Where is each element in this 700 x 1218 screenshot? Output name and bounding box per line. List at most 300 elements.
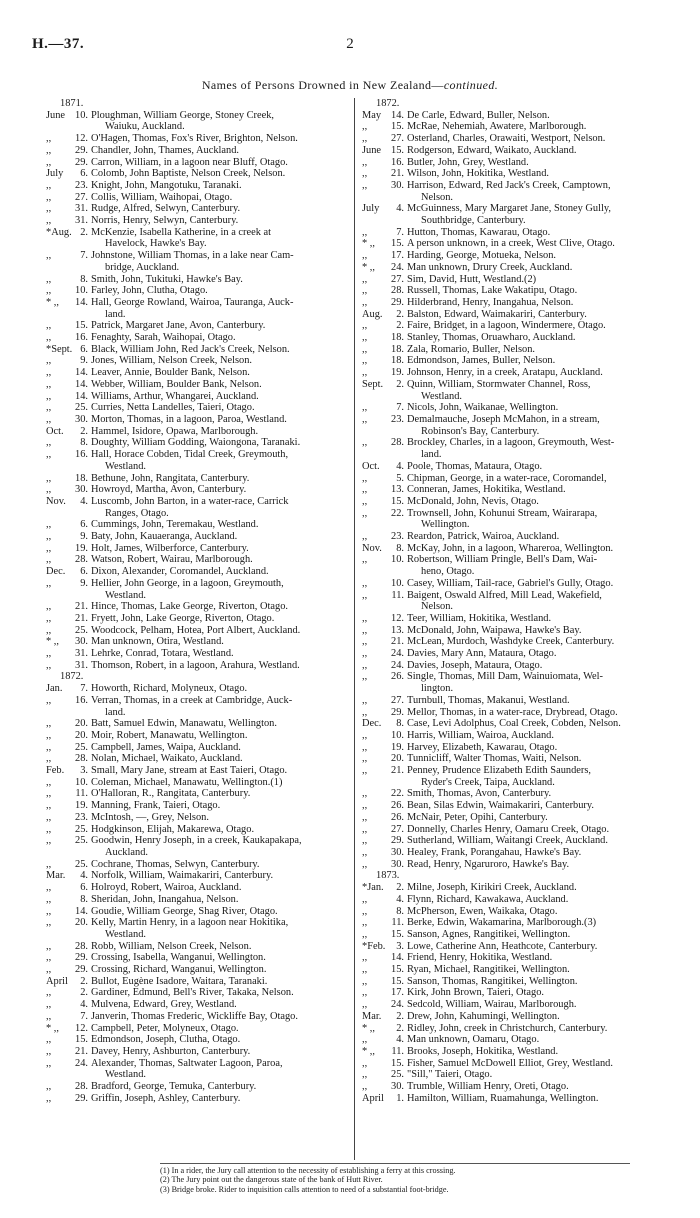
entry-row [362,882,662,894]
entry-month: ,, [362,1069,368,1081]
entry-text: Baty, John, Kauaeranga, Auckland. [91,531,238,543]
entry-day: 2. [80,425,88,437]
entry-month: Dec. [46,566,66,578]
entry-month: ,, [362,753,368,765]
entry-month: ,, [46,1081,52,1093]
entry-row [362,671,662,683]
entry-text: Sanson, Agnes, Rangitikei, Wellington. [407,928,571,940]
year-label: 1871. [60,98,84,109]
entry-text: Bean, Silas Edwin, Waimakariri, Canterbury. [407,800,595,812]
entry-text: Healey, Frank, Porangahau, Hawke's Bay. [407,847,582,858]
entry-text: Janverin, Thomas Frederic, Wickliffe Bay, Otago. [91,1010,298,1022]
entry-day: 7. [80,1010,88,1022]
entry-month: ,, [46,437,52,449]
entry-day: 25. [75,402,88,414]
entry-day: 10. [391,577,404,589]
spacer [388,683,407,695]
entry-row [362,613,662,625]
entry-row [46,496,346,508]
entry-month: ,, [362,1034,368,1046]
entry-day: 12. [391,612,404,624]
entry-text: Robertson, William Pringle, Bell's Dam, Wai- [407,554,598,566]
entry-day: 19. [391,741,404,753]
entry-day: 11. [391,1045,404,1057]
entry-text: Chipman, George, in a water-race, Coromandel, [407,472,607,484]
spacer [362,426,388,438]
entry-month: ,, [46,332,52,344]
entry-day: 20. [75,729,88,741]
entry-month: ,, [46,285,52,297]
entry-month: ,, [46,964,52,976]
entry-row [362,929,662,941]
entry-month: ,, [46,554,52,566]
entry-row [362,1093,662,1105]
entry-month: ,, [362,975,368,987]
entry-row [362,718,662,730]
entry-row [362,987,662,999]
entry-month: ,, [362,367,368,379]
entry-text: Ridley, John, creek in Christchurch, Canterbury. [407,1022,608,1034]
entry-month: * ,, [46,1022,59,1034]
entry-text: Wilson, John, Hokitika, Westland. [407,168,549,180]
entry-day: 4. [80,870,88,882]
entry-month: April [46,975,68,987]
entry-day: 26. [391,800,404,812]
entry-month: Oct. [46,425,64,437]
entry-text: Osterland, Charles, Orawaiti, Westport, Nelson. [407,133,606,145]
entry-month: ,, [362,507,368,519]
entry-text: Case, Levi Adolphus, Coal Creek, Cobden, Nelson. [407,718,621,730]
entry-text: Bethune, John, Rangitata, Canterbury. [91,472,250,484]
entry-row [46,391,346,403]
entry-month: ,, [362,835,368,847]
entry-continuation [362,449,662,461]
entry-month: ,, [46,449,52,461]
entry-row [362,274,662,286]
entry-text: Williams, Arthur, Whangarei, Auckland. [91,390,259,402]
entry-row [362,824,662,836]
entry-day: 20. [75,718,88,730]
entry-day: 6. [80,566,88,578]
entry-text: Westland. [105,1069,147,1081]
entry-text: McLean, Murdoch, Washdyke Creek, Canterbury. [407,636,615,648]
entry-continuation [362,426,662,438]
entry-text: Goodwin, Henry Joseph, in a creek, Kaukapakapa, [91,835,302,847]
entry-row [362,367,662,379]
entry-day: 16. [75,449,88,461]
entry-row [362,473,662,485]
left-column [46,98,346,1104]
entry-text: Hammel, Isidore, Opawa, Marlborough. [91,425,259,437]
entry-day: 29. [391,706,404,718]
entry-row [46,1023,346,1035]
entry-day: 4. [396,203,404,215]
entry-day: 12. [75,1022,88,1034]
entry-day: 14. [75,367,88,379]
entry-month: ,, [362,811,368,823]
entry-row [362,648,662,660]
spacer [46,707,72,719]
entry-text: Gardiner, Edmund, Bell's River, Takaka, Nelson. [91,987,294,999]
entry-day: 28. [391,437,404,449]
entry-day: 15. [391,495,404,507]
entry-text: Harris, William, Wairoa, Auckland. [407,729,554,741]
entry-day: 27. [75,191,88,203]
entry-row [46,964,346,976]
entry-text: Griffin, Joseph, Ashley, Canterbury. [91,1092,241,1104]
entry-row [46,1011,346,1023]
entry-month: * ,, [362,238,375,250]
entry-day: 14. [75,296,88,308]
entry-text: Zala, Romario, Buller, Nelson. [407,343,535,355]
entry-day: 8. [80,437,88,449]
entry-month: ,, [362,413,368,425]
entry-text: Holroyd, Robert, Wairoa, Auckland. [91,882,242,894]
entry-text: Kirk, John Brown, Taieri, Otago. [407,987,545,999]
entry-continuation [362,601,662,613]
footnotes [160,1163,630,1194]
entry-text: Fenaghty, Sarah, Waihopai, Otago. [91,332,236,344]
entry-text: Ranges, Otago. [105,507,169,519]
entry-text: Colomb, John Baptiste, Nelson Creek, Nelson. [91,168,286,180]
entry-continuation [362,566,662,578]
entry-month: ,, [46,694,52,706]
entry-day: 31. [75,659,88,671]
entry-day: 4. [80,495,88,507]
entry-text: Jones, William, Nelson Creek, Nelson. [91,355,252,367]
year-label: 1872. [60,671,84,683]
entry-month: ,, [362,226,368,238]
entry-day: 21. [75,601,88,613]
entry-row [362,543,662,555]
entry-month: ,, [362,1081,368,1093]
entry-month: ,, [362,858,368,870]
entry-text: Howorth, Richard, Molyneux, Otago. [91,683,248,695]
entry-row [362,1046,662,1058]
entry-day: 6. [80,882,88,894]
entry-text: Conneran, James, Hokitika, Westland. [407,484,566,496]
entry-text: Dixon, Alexander, Coromandel, Auckland. [91,566,269,578]
year-heading [362,98,662,110]
entry-month: ,, [46,1057,52,1069]
entry-day: 2. [396,378,404,390]
entry-text: Demalmauche, Joseph McMahon, in a stream, [407,413,600,425]
year-heading [46,671,346,683]
entry-row [362,250,662,262]
entry-row [46,110,346,122]
entry-day: 8. [80,893,88,905]
entry-text: Campbell, James, Waipa, Auckland. [91,741,241,753]
entry-row [46,414,346,426]
entry-day: 21. [391,765,404,777]
spacer [72,121,91,133]
entry-text: Johnstone, William Thomas, in a lake near Cam- [91,250,294,262]
entry-text: Reardon, Patrick, Wairoa, Auckland. [407,531,560,543]
year-heading [46,98,346,110]
entry-day: 29. [75,156,88,168]
entry-row [362,157,662,169]
entry-text: Casey, William, Tail-race, Gabriel's Gully, Otago. [407,577,614,589]
entry-day: 7. [80,250,88,262]
entry-row [46,449,346,461]
entry-month: Feb. [46,765,65,777]
entry-row [362,906,662,918]
entry-month: ,, [362,355,368,367]
entry-row [362,788,662,800]
entry-month: ,, [46,800,52,812]
entry-day: 25. [75,823,88,835]
entry-row [46,730,346,742]
entry-month: ,, [46,858,52,870]
entry-row [46,625,346,637]
entry-day: 2. [396,308,404,320]
entry-day: 24. [391,999,404,1011]
entry-text: Rudge, Alfred, Selwyn, Canterbury. [91,203,241,215]
entry-text: Howroyd, Martha, Avon, Canterbury. [91,484,247,496]
entry-month: ,, [362,484,368,496]
entry-text: Luscomb, John Barton, in a water-race, Carrick [91,495,289,507]
entry-day: 17. [391,987,404,999]
entry-row [46,1081,346,1093]
entry-day: 21. [391,636,404,648]
entry-month: ,, [46,378,52,390]
entry-month: ,, [46,882,52,894]
entry-row [46,800,346,812]
entry-day: 10. [75,776,88,788]
entry-month: ,, [362,250,368,262]
entry-month: ,, [362,788,368,800]
entry-month: Nov. [46,495,66,507]
entry-row [362,344,662,356]
entry-text: McDonald, John, Nevis, Otago. [407,495,539,507]
entry-month: ,, [362,402,368,414]
entry-text: Man unknown, Oamaru, Otago. [407,1034,540,1046]
entry-day: 18. [391,355,404,367]
entry-day: 15. [391,928,404,940]
entry-text: Kelly, Martin Henry, in a lagoon near Hokitika, [91,917,289,929]
entry-text: Curries, Netta Landelles, Taieri, Otago. [91,402,255,414]
entry-text: Southbridge, Canterbury. [421,215,526,227]
entry-month: ,, [362,648,368,660]
entry-month: * ,, [46,636,59,648]
entry-row [46,660,346,672]
entry-text: "Sill," Taieri, Otago. [407,1069,493,1081]
entry-row [362,976,662,988]
entry-text: Westland. [421,390,463,402]
entry-month: ,, [46,191,52,203]
entry-day: 17. [391,250,404,262]
entry-month: ,, [46,1045,52,1057]
entry-row [46,543,346,555]
entry-month: Jan. [46,683,63,695]
entry-text: Hince, Thomas, Lake George, Riverton, Otago. [91,601,288,613]
entry-text: Hall, Horace Cobden, Tidal Creek, Greymouth, [91,449,289,461]
entry-continuation [46,847,346,859]
entry-text: Patrick, Margaret Jane, Avon, Canterbury. [91,320,266,332]
entry-month: ,, [46,741,52,753]
entry-day: 26. [391,811,404,823]
spacer [362,391,388,403]
entry-row [46,379,346,391]
entry-row [362,332,662,344]
document-code: H.—37. [32,36,85,52]
entry-row [362,355,662,367]
entry-day: 21. [75,612,88,624]
entry-row [362,730,662,742]
entries-columns [46,98,656,1158]
entry-row [46,835,346,847]
entry-day: 13. [391,624,404,636]
entry-month: Oct. [362,460,380,472]
entry-continuation [362,391,662,403]
entry-row [362,753,662,765]
entry-row [362,1023,662,1035]
entry-text: Campbell, Peter, Molyneux, Otago. [91,1022,239,1034]
entry-day: 11. [75,788,88,800]
entry-day: 24. [391,261,404,273]
entry-row [46,192,346,204]
entry-text: Hilderbrand, Henry, Inangahua, Nelson. [407,296,574,308]
entry-month: ,, [362,1057,368,1069]
entry-month: ,, [46,987,52,999]
spacer [388,426,407,438]
entry-text: Cummings, John, Teremakau, Westland. [91,519,259,531]
entry-month: July [46,168,64,180]
entry-month: ,, [46,156,52,168]
spacer [388,601,407,613]
entry-continuation [46,707,346,719]
entry-month: Aug. [362,308,383,320]
entry-day: 20. [391,753,404,765]
entry-month: ,, [46,472,52,484]
spacer [388,566,407,578]
entry-day: 12. [75,133,88,145]
entry-continuation [46,262,346,274]
entry-month: ,, [362,741,368,753]
entry-text: Russell, Thomas, Lake Wakatipu, Otago. [407,285,578,297]
entry-row [362,859,662,871]
entry-text: Sim, David, Hutt, Westland.(2) [407,273,537,285]
entry-row [46,999,346,1011]
entry-day: 16. [75,332,88,344]
entry-month: ,, [362,706,368,718]
column-divider [354,98,355,1160]
entry-month: June [46,109,66,121]
entry-month: ,, [46,823,52,835]
entry-row [46,437,346,449]
entry-day: 8. [396,905,404,917]
entry-day: 21. [75,1045,88,1057]
entry-month: ,, [46,811,52,823]
entry-month: ,, [362,472,368,484]
entry-day: 15. [391,121,404,133]
entry-day: 3. [80,765,88,777]
entry-day: 2. [396,1022,404,1034]
entry-text: Robinson's Bay, Canterbury. [421,425,540,437]
entry-row [46,168,346,180]
entry-text: O'Hagen, Thomas, Fox's River, Brighton, Nelson. [91,133,298,145]
entry-day: 18. [75,472,88,484]
entry-month: ,, [46,835,52,847]
entry-day: 18. [391,332,404,344]
entry-text: Hodgkinson, Elijah, Makarewa, Otago. [91,823,255,835]
entry-row [46,215,346,227]
entry-day: 29. [391,296,404,308]
entry-text: Fryett, John, Lake George, Riverton, Otago. [91,612,275,624]
entry-text: De Carle, Edward, Buller, Nelson. [407,109,550,121]
entry-text: Norris, Henry, Selwyn, Canterbury. [91,215,239,227]
entry-day: 26. [391,671,404,683]
entry-month: Sept. [362,378,384,390]
entry-row [362,636,662,648]
entry-row [362,1034,662,1046]
entry-row [362,508,662,520]
entry-row [46,344,346,356]
entry-text: Sheridan, John, Inangahua, Nelson. [91,893,239,905]
entry-row [46,145,346,157]
entry-text: Black, William John, Red Jack's Creek, Nelson. [91,343,290,355]
entry-day: 10. [75,109,88,121]
entry-month: ,, [46,729,52,741]
entry-month: ,, [362,659,368,671]
entry-month: *Feb. [362,940,386,952]
entry-month: July [362,203,380,215]
entry-text: Sedcold, William, Wairau, Marlborough. [407,999,577,1011]
entry-text: Tunnicliff, Walter Thomas, Waiti, Nelson. [407,753,582,765]
entry-text: Westland. [105,928,147,940]
entry-row [46,753,346,765]
entry-day: 30. [391,1081,404,1093]
entry-day: 2. [80,226,88,238]
spacer [72,461,91,473]
entry-row [362,484,662,496]
entry-day: 30. [75,484,88,496]
entry-month: * ,, [362,1045,375,1057]
entry-day: 31. [75,648,88,660]
entry-row [46,824,346,836]
entry-row [362,952,662,964]
entry-month: *Sept. [46,343,73,355]
entry-row [46,601,346,613]
right-column [362,98,662,1104]
spacer [46,1069,72,1081]
entry-row [362,110,662,122]
entry-day: 24. [75,1057,88,1069]
spacer [388,391,407,403]
spacer [72,262,91,274]
entry-day: 9. [80,577,88,589]
entry-text: Lehrke, Conrad, Totara, Westland. [91,648,234,660]
entry-day: 4. [396,1034,404,1046]
entry-day: 6. [80,168,88,180]
entry-row [362,1081,662,1093]
entry-day: 9. [80,355,88,367]
entry-row [362,917,662,929]
entry-day: 24. [391,648,404,660]
entry-row [46,952,346,964]
spacer [72,590,91,602]
entry-day: 28. [75,1081,88,1093]
spacer [388,777,407,789]
entry-text: Man unknown, Otira, Westland. [91,636,224,648]
footnote-1: (1) In a rider, the Jury call attention to the necessity of establishing a ferry at this crossing. [160,1166,456,1175]
entry-row [46,554,346,566]
entry-row [46,906,346,918]
entry-row [362,309,662,321]
entry-row [46,566,346,578]
entry-text: Watson, Robert, Wairau, Marlborough. [91,554,253,566]
entry-text: Smith, Thomas, Avon, Canterbury. [407,788,552,800]
